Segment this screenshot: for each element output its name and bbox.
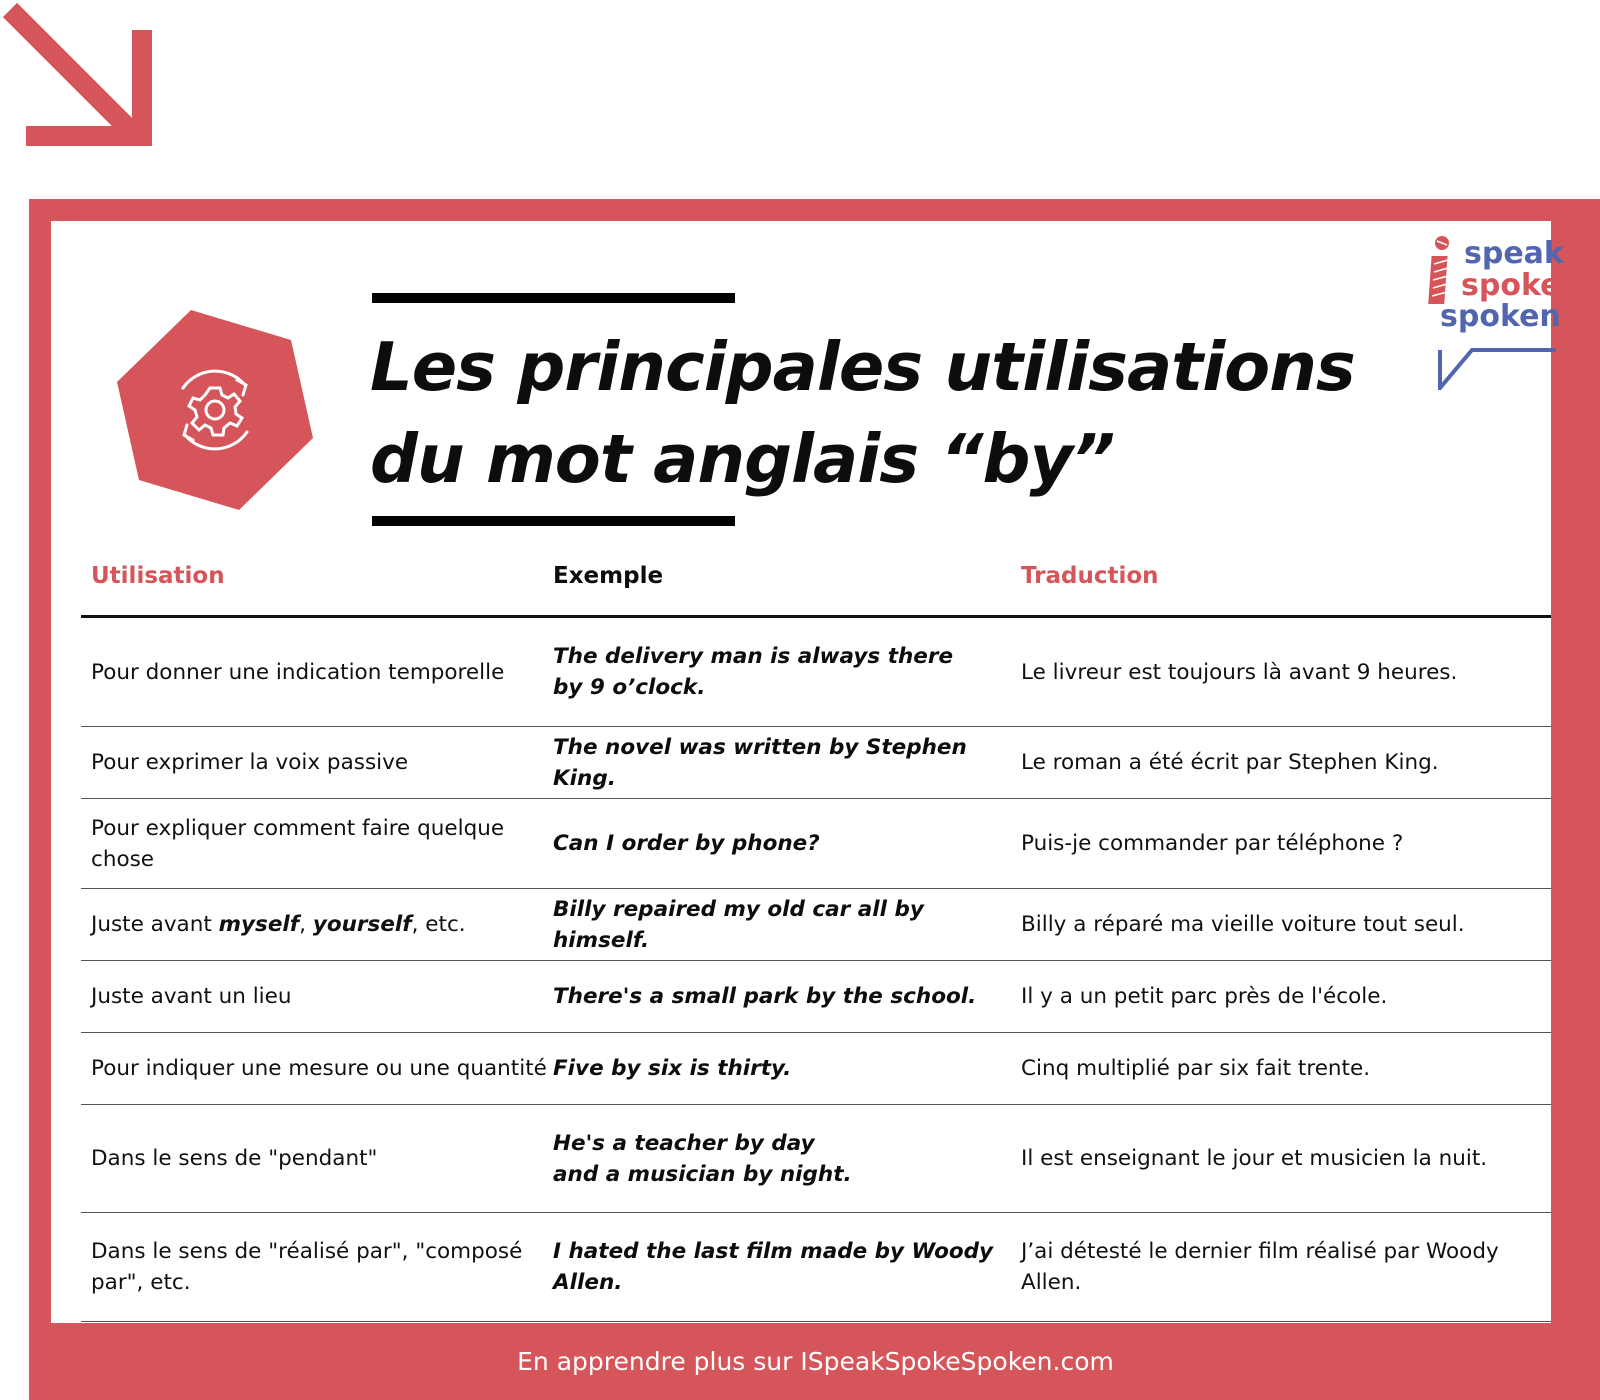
usage-text: Juste avant <box>91 912 219 937</box>
example-cell <box>553 1128 1017 1190</box>
table-row <box>81 727 1551 799</box>
title-line-1: Les principales utilisations <box>370 328 1355 406</box>
arrow-down-right-icon <box>0 0 160 160</box>
translation-cell: Puis-je commander par téléphone ? <box>1021 831 1404 856</box>
translation-cell: J’ai détesté le dernier film réalisé par Woody Allen. <box>1021 1239 1499 1295</box>
example-cell: The novel was written by Stephen King. <box>553 734 967 791</box>
logo-i-icon <box>1428 236 1454 306</box>
logo <box>1428 236 1568 396</box>
example-line: He's a teacher by day <box>553 1130 815 1156</box>
table-row <box>81 618 1551 727</box>
example-cell: There's a small park by the school. <box>553 984 977 1009</box>
translation-cell: Le roman a été écrit par Stephen King. <box>1021 750 1439 775</box>
example-cell: Billy repaired my old car all by himself. <box>553 896 924 953</box>
usage-table <box>81 545 1551 1322</box>
page-title <box>370 321 1390 505</box>
usage-emphasis: myself <box>218 912 300 937</box>
usage-cell: Pour indiquer une mesure ou une quantité <box>91 1056 547 1081</box>
translation-cell: Billy a réparé ma vieille voiture tout seul. <box>1021 912 1465 937</box>
translation-cell: Le livreur est toujours là avant 9 heures. <box>1021 659 1458 685</box>
translation-cell: Cinq multiplié par six fait trente. <box>1021 1056 1371 1081</box>
example-line: The delivery man is always there <box>553 644 954 669</box>
logo-word-spoken: spoken <box>1440 299 1561 334</box>
table-row <box>81 1105 1551 1213</box>
header-traduction: Traduction <box>1021 563 1159 589</box>
table-row <box>81 799 1551 889</box>
example-line: and a musician by night. <box>553 1161 852 1187</box>
translation-cell: Il y a un petit parc près de l'école. <box>1021 984 1388 1009</box>
usage-text: , <box>299 912 313 937</box>
translation-cell: Il est enseignant le jour et musicien la nuit. <box>1021 1146 1488 1171</box>
usage-cell: Dans le sens de "pendant" <box>91 1146 378 1171</box>
usage-text: , etc. <box>411 912 466 937</box>
header-exemple: Exemple <box>553 563 664 589</box>
usage-cell: Pour expliquer comment faire quelque chose <box>91 815 505 872</box>
usage-cell <box>81 909 553 940</box>
usage-emphasis: yourself <box>312 912 412 937</box>
title-line-2: du mot anglais “by” <box>370 420 1115 498</box>
example-cell: Five by six is thirty. <box>553 1056 792 1081</box>
usage-cell: Dans le sens de "réalisé par", "composé par", etc. <box>91 1239 523 1295</box>
table-row <box>81 889 1551 961</box>
example-cell <box>553 641 1017 703</box>
title-bar-top <box>372 293 735 303</box>
usage-cell: Pour donner une indication temporelle <box>91 659 505 685</box>
title-bar-bottom <box>372 516 735 526</box>
table-row <box>81 1213 1551 1322</box>
table-row <box>81 1033 1551 1105</box>
gear-cycle-icon <box>113 306 313 516</box>
table-header <box>81 545 1551 618</box>
speech-bubble-icon <box>1438 346 1558 390</box>
logo-word-spoke: spoke <box>1461 268 1561 303</box>
table-row <box>81 961 1551 1033</box>
header-utilisation: Utilisation <box>91 563 225 589</box>
example-line: by 9 o’clock. <box>553 675 706 700</box>
usage-cell: Pour exprimer la voix passive <box>91 750 409 775</box>
logo-word-speak: speak <box>1464 236 1564 271</box>
example-cell: I hated the last film made by Woody Allen. <box>553 1239 994 1295</box>
footer-link[interactable]: En apprendre plus sur ISpeakSpokeSpoken.com <box>517 1347 1114 1376</box>
example-cell: Can I order by phone? <box>553 831 820 856</box>
usage-cell: Juste avant un lieu <box>91 984 292 1009</box>
